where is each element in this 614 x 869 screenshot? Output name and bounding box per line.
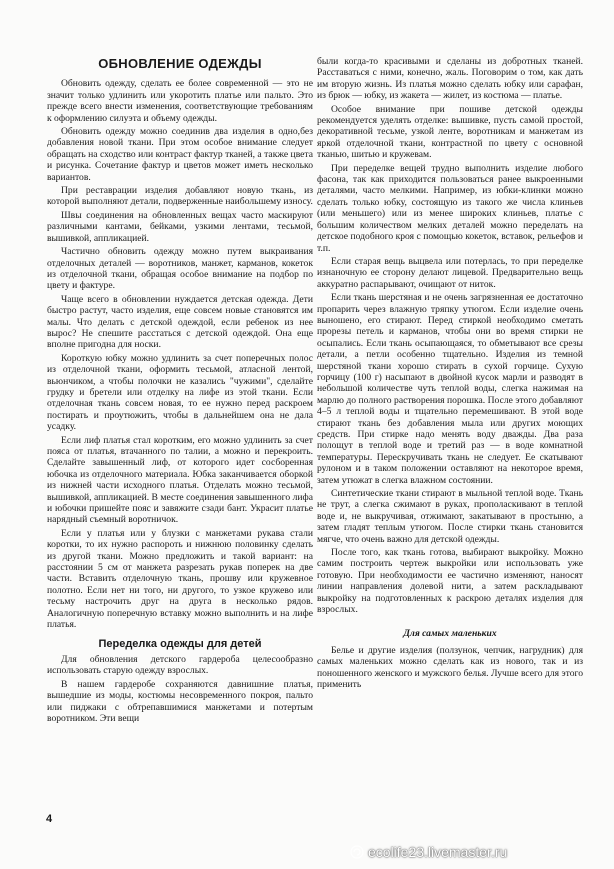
paragraph: В нашем гардеробе сохраняются давнишние платья, вышедшие из моды, костюмы несовременного покроя, пальто или пиджаки с обтрепавшимися манжетами и потертым воротником. Эти вещи [47,678,313,724]
paragraph: Белье и другие изделия (ползунок, чепчик, нагрудник) для самых маленьких можно сделать как из нового, так и из поношенного женского и мужского белья. Лучше всего для этого применить [317,644,583,691]
paragraph: При переделке вещей трудно выполнить изделие любого фасона, так как приходится пользоваться ранее выкроенными деталями, часто мелкими. Например, из юбки-клинки можно сделать только юбку, состоящую из такого же числа клиньев (или меньшего) или из менее широких клиньев, платье с большим количеством мелких деталей можно переделать на детское подобного кроя с помощью кокеток, вставок, рельефов и т.п. [317,162,583,254]
section-subtitle: Переделка одежды для детей [98,637,262,650]
paragraph: Для обновления детского гардероба целесообразно использовать старую одежду взрослых. [47,653,313,677]
paragraph: Особое внимание при пошиве детской одежды рекомендуется уделять отделке: вышивке, пусть самой простой, декоративной тесьме, узкой ленте, воротникам и манжетам из яркой отделочной ткани, контрастной по цвету с основной тканью, шитью и кружевам. [317,103,583,161]
page-number: 4 [46,813,53,825]
left-column [47,52,313,726]
watermark-text: ecolife23.livemaster.ru [368,844,508,860]
article-title: ОБНОВЛЕНИЕ ОДЕЖДЫ [98,56,262,71]
paragraph: были когда-то красивыми и сделаны из добротных тканей. Расставаться с ними, конечно, жаль. Поговорим о том, как дать им вторую жизнь. Из платья можно сделать юбку или сарафан, из брюк — юбку, из жакета — жилет, из костюма — платье. [317,56,583,102]
spiral-logo-icon [350,845,364,859]
paragraph: Синтетические ткани стирают в мыльной теплой воде. Ткань не трут, а слегка сжимают в руках, прополаскивают в теплой воде и, не выкручивая, отжимают, закатывают в простыню, а затем гладят теплым утюгом. После стирки ткань становится мягче, что очень важно для детской одежды. [317,488,583,545]
paragraph: Частично обновить одежду можно путем выкраивания отделочных деталей — воротников, манжет, карманов, кокеток из отделочной ткани, обращая особое внимание на подбор по цвету и фактуре. [47,246,313,292]
right-column [317,56,583,693]
section-subtitle: Для самых маленьких [403,627,497,639]
paragraph: После того, как ткань готова, выбирают выкройку. Можно самим построить чертеж выкройки или использовать уже готовую. При необходимости ее частично изменяют, наносят линии направления долевой нити, а затем раскладывают выкройку на подготовленных к раскрою деталях изделия для взрослых. [317,547,583,616]
paragraph: Короткую юбку можно удлинить за счет поперечных полос из отделочной ткани, оформить тесьмой, атласной лентой, вьюнчиком, а чтобы полочки не казались "чужими", сделайте грудку и бретели или отделку на лифе из этой ткани. Если отделочная ткань совсем новая, то ее нужно перед раскроем постирать и проутюжить, чтобы в дальнейшем она не дала усадку. [47,352,313,433]
paragraph: Если ткань шерстяная и не очень загрязненная ее достаточно пропарить через влажную тряпку утюгом. Если изделие очень выношено, его стирают. Перед стиркой необходимо сметать прорезы петель и карманов, чтобы они во время стирки не осыпались. Если ткань осыпающаяся, то обметывают все срезы детали, а петли особенно тщательно. Изделия из темной шерстяной ткани хорошо стирать в сухой горчице. Сухую горчицу (100 г) насыпают в двойной кусок марли и разводят в небольшой количестве чуть теплой воды, слегка нажимая на марлю до полного растворения порошка. После этого добавляют 4–5 л теплой воды и тщательно перемешивают. В этой воде стирают ткань без добавления мыла или других моющих средств. При стирке надо менять воду дважды. Два раза полощут в теплой воде и третий раз — в воде комнатной температуры. Перескручивать ткань не следует. Ее скатывают рулоном и в таком положении оставляют на некоторое время, затем утюжат в слегка влажном состоянии. [317,292,583,486]
paragraph: Обновить одежду, сделать ее более современной — это не значит только удлинить или укоротить платье или пальто. Это прежде всего внести изменения, соответствующие требованиям к оформлению силуэта и объему одежды. [47,78,313,124]
paragraph: При реставрации изделия добавляют новую ткань, из которой выполняют детали, подверженные наибольшему износу. [47,185,313,208]
paragraph: Если лиф платья стал коротким, его можно удлинить за счет пояса от платья, втачанного по талии, а можно и перекроить. Сделайте завышенный лиф, от которого идет сосборенная юбочка из отделочного материала. Юбка заканчивается оборкой из нижней части исходного платья. Отделать можно тесьмой, вышивкой, аппликацией. В месте соединения завышенного лифа и юбочки пришейте пояс и завяжите сзади бант. Украсит платье нарядный съемный воротничок. [47,434,313,526]
paragraph: Обновить одежду можно соединив два изделия в одно,без добавления новой ткани. При этом особое внимание следует обращать на сходство или контраст фактур тканей, а также цвета и рисунка. Сочетание фактур и цветов может иметь несколько вариантов. [47,126,313,183]
paragraph: Швы соединения на обновленных вещах часто маскируют различными кантами, бейками, узкими лентами, тесьмой, вышивкой, аппликацией. [47,209,313,244]
paragraph: Если старая вещь выцвела или потерлась, то при переделке изнаночную ее сторону делают лицевой. Предварительно вещь аккуратно распарывают, очищают от ниток. [317,255,583,290]
paragraph: Если у платья или у блузки с манжетами рукава стали коротки, то их нужно распороть и нижнюю половинку сделать из другой ткани. Можно предложить и такой вариант: на расстоянии 5 см от манжета разрезать рукав поперек на две части. Вставить отделочную ткань, прошву или кружевное полотно. Если нет ни того, ни другого, то узкое кружево или тесьму настрочить друг на друга в несколько рядов. Аналогичную поперечную вставку можно выполнить и на лифе платья. [47,527,313,631]
paragraph: Чаще всего в обновлении нуждается детская одежда. Дети быстро растут, часто изделия, еще совсем новые становятся им малы. Что делать с детской одеждой, если ребенок из нее вырос? Не спешите расстаться с детской одеждой. Она еще вполне пригодна для носки. [47,293,313,351]
watermark [350,844,507,860]
